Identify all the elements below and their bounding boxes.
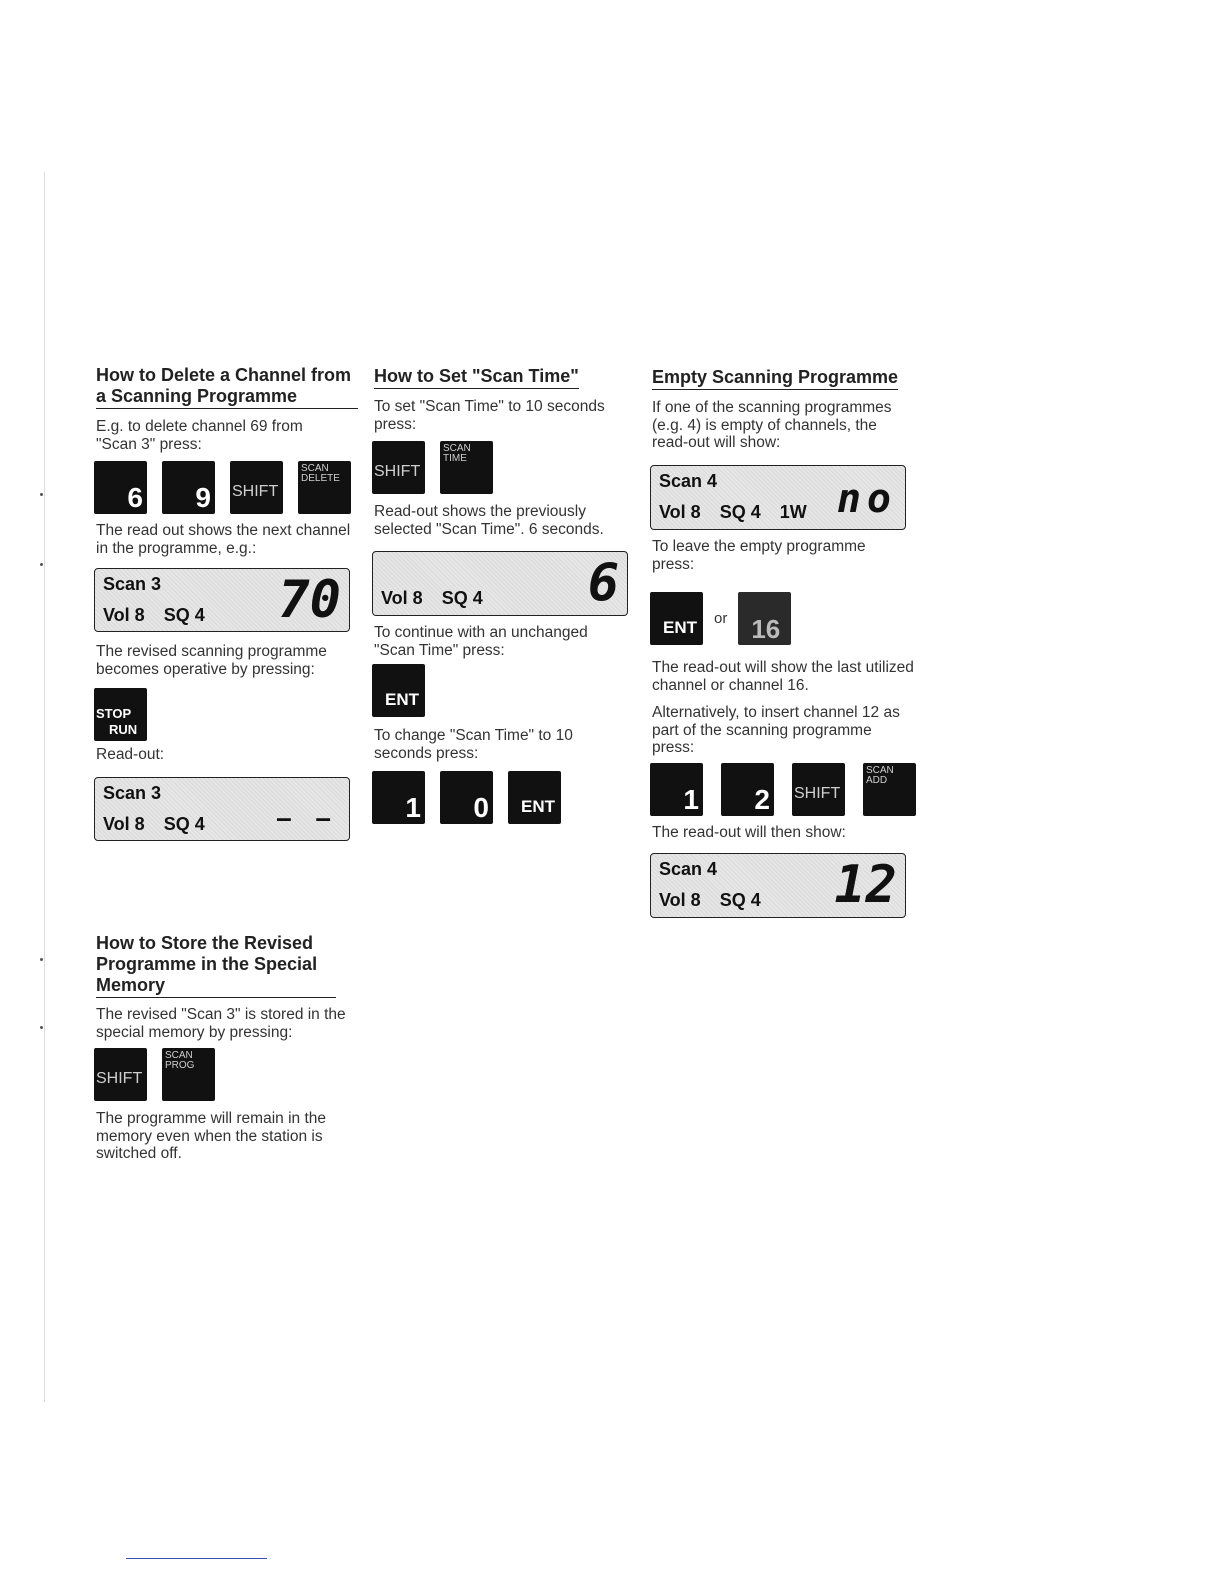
scan-time-after: Read-out shows the previously selected "Scan Time". 6 seconds. — [374, 503, 604, 538]
lcd-sq: SQ 4 — [163, 605, 205, 625]
then-text: The read-out will then show: — [652, 824, 846, 841]
lcd-power: 1W — [779, 502, 807, 522]
lcd-readout-dashes — [94, 777, 350, 841]
key-scan-add[interactable]: SCAN ADD — [863, 763, 916, 816]
continue-text: To continue with an unchanged "Scan Time" press: — [374, 624, 588, 659]
scan-time-heading: How to Set "Scan Time" — [374, 366, 579, 389]
scan-time-intro: To set "Scan Time" to 10 seconds press: — [374, 398, 605, 433]
lcd-vol: Vol 8 — [103, 814, 145, 834]
lcd-line2 — [381, 588, 497, 609]
delete-section — [96, 365, 358, 409]
store-section — [96, 933, 336, 998]
key-6[interactable]: 6 — [94, 461, 147, 514]
lcd-dash-value: – – — [276, 802, 339, 833]
leave-keys — [650, 592, 791, 645]
lcd-line2 — [103, 605, 219, 626]
store-after: The programme will remain in the memory even when the station is switched off. — [96, 1110, 327, 1162]
lcd-line2 — [103, 814, 219, 835]
delete-keys — [94, 461, 351, 514]
lcd-line2 — [659, 502, 821, 523]
key-ent[interactable]: ENT — [372, 664, 425, 717]
lcd-sq: SQ 4 — [441, 588, 483, 608]
delete-intro: E.g. to delete channel 69 from "Scan 3" press: — [96, 418, 303, 453]
key-shift[interactable]: SHIFT — [230, 461, 283, 514]
key-shift[interactable]: SHIFT — [94, 1048, 147, 1101]
key-1[interactable]: 1 — [650, 763, 703, 816]
key-scan-time[interactable]: SCAN TIME — [440, 441, 493, 494]
lcd-readout-no — [650, 465, 906, 530]
lcd-scan-label: Scan 3 — [103, 783, 162, 803]
empty-section — [652, 367, 914, 390]
alt-text: Alternatively, to insert channel 12 as part of the scanning programme press: — [652, 704, 900, 756]
key-shift[interactable]: SHIFT — [372, 441, 425, 494]
store-heading: How to Store the Revised Programme in the Special Memory — [96, 933, 336, 998]
lcd-readout-12 — [650, 853, 906, 918]
or-label: or — [714, 610, 728, 627]
lcd-scan-label: Scan 4 — [659, 859, 718, 879]
lcd-readout-70 — [94, 568, 350, 632]
empty-intro: If one of the scanning programmes (e.g. 4) is empty of channels, the read-out will show: — [652, 399, 892, 451]
revised-text: The revised scanning programme becomes operative by pressing: — [96, 643, 327, 678]
readout-label: Read-out: — [96, 746, 165, 763]
lcd-vol: Vol 8 — [659, 502, 701, 522]
key-0[interactable]: 0 — [440, 771, 493, 824]
margin-mark — [40, 493, 43, 496]
margin-mark — [40, 563, 43, 566]
footer-rule — [126, 1558, 267, 1559]
delete-after: The read out shows the next channel in the programme, e.g.: — [96, 522, 351, 557]
key-1[interactable]: 1 — [372, 771, 425, 824]
lcd-scan-label: Scan 3 — [103, 574, 162, 594]
lcd-scan-time-value: 6 — [587, 553, 619, 613]
leave-text: To leave the empty programme press: — [652, 538, 866, 573]
key-shift[interactable]: SHIFT — [792, 763, 845, 816]
leave-after: The read-out will show the last utilized channel or channel 16. — [652, 659, 914, 694]
key-ent[interactable]: ENT — [508, 771, 561, 824]
margin-mark — [40, 1026, 43, 1029]
change-text: To change "Scan Time" to 10 seconds press: — [374, 727, 573, 762]
lcd-vol: Vol 8 — [103, 605, 145, 625]
margin-mark — [40, 958, 43, 961]
lcd-channel-value: 70 — [278, 570, 341, 630]
key-ent[interactable]: ENT — [650, 592, 703, 645]
store-keys — [94, 1048, 215, 1101]
scan-time-keys — [372, 441, 493, 494]
lcd-sq: SQ 4 — [719, 502, 761, 522]
lcd-scan-label: Scan 4 — [659, 471, 718, 491]
change-keys — [372, 771, 561, 824]
lcd-readout-6 — [372, 551, 628, 616]
lcd-sq: SQ 4 — [163, 814, 205, 834]
delete-heading: How to Delete a Channel from a Scanning Programme — [96, 365, 358, 409]
store-intro: The revised "Scan 3" is stored in the special memory by pressing: — [96, 1006, 346, 1041]
key-9[interactable]: 9 — [162, 461, 215, 514]
empty-heading: Empty Scanning Programme — [652, 367, 898, 390]
lcd-sq: SQ 4 — [719, 890, 761, 910]
insert-keys — [650, 763, 916, 816]
lcd-no-value: no — [836, 476, 897, 522]
margin-line — [44, 172, 45, 1402]
lcd-vol: Vol 8 — [381, 588, 423, 608]
lcd-line2 — [659, 890, 775, 911]
key-stop-run[interactable]: STOP RUN — [94, 688, 147, 741]
lcd-vol: Vol 8 — [659, 890, 701, 910]
key-2[interactable]: 2 — [721, 763, 774, 816]
key-scan-prog[interactable]: SCAN PROG — [162, 1048, 215, 1101]
lcd-channel-value: 12 — [834, 855, 897, 915]
key-16[interactable]: 16 — [738, 592, 791, 645]
scan-time-section — [374, 366, 636, 389]
key-scan-delete[interactable]: SCAN DELETE — [298, 461, 351, 514]
